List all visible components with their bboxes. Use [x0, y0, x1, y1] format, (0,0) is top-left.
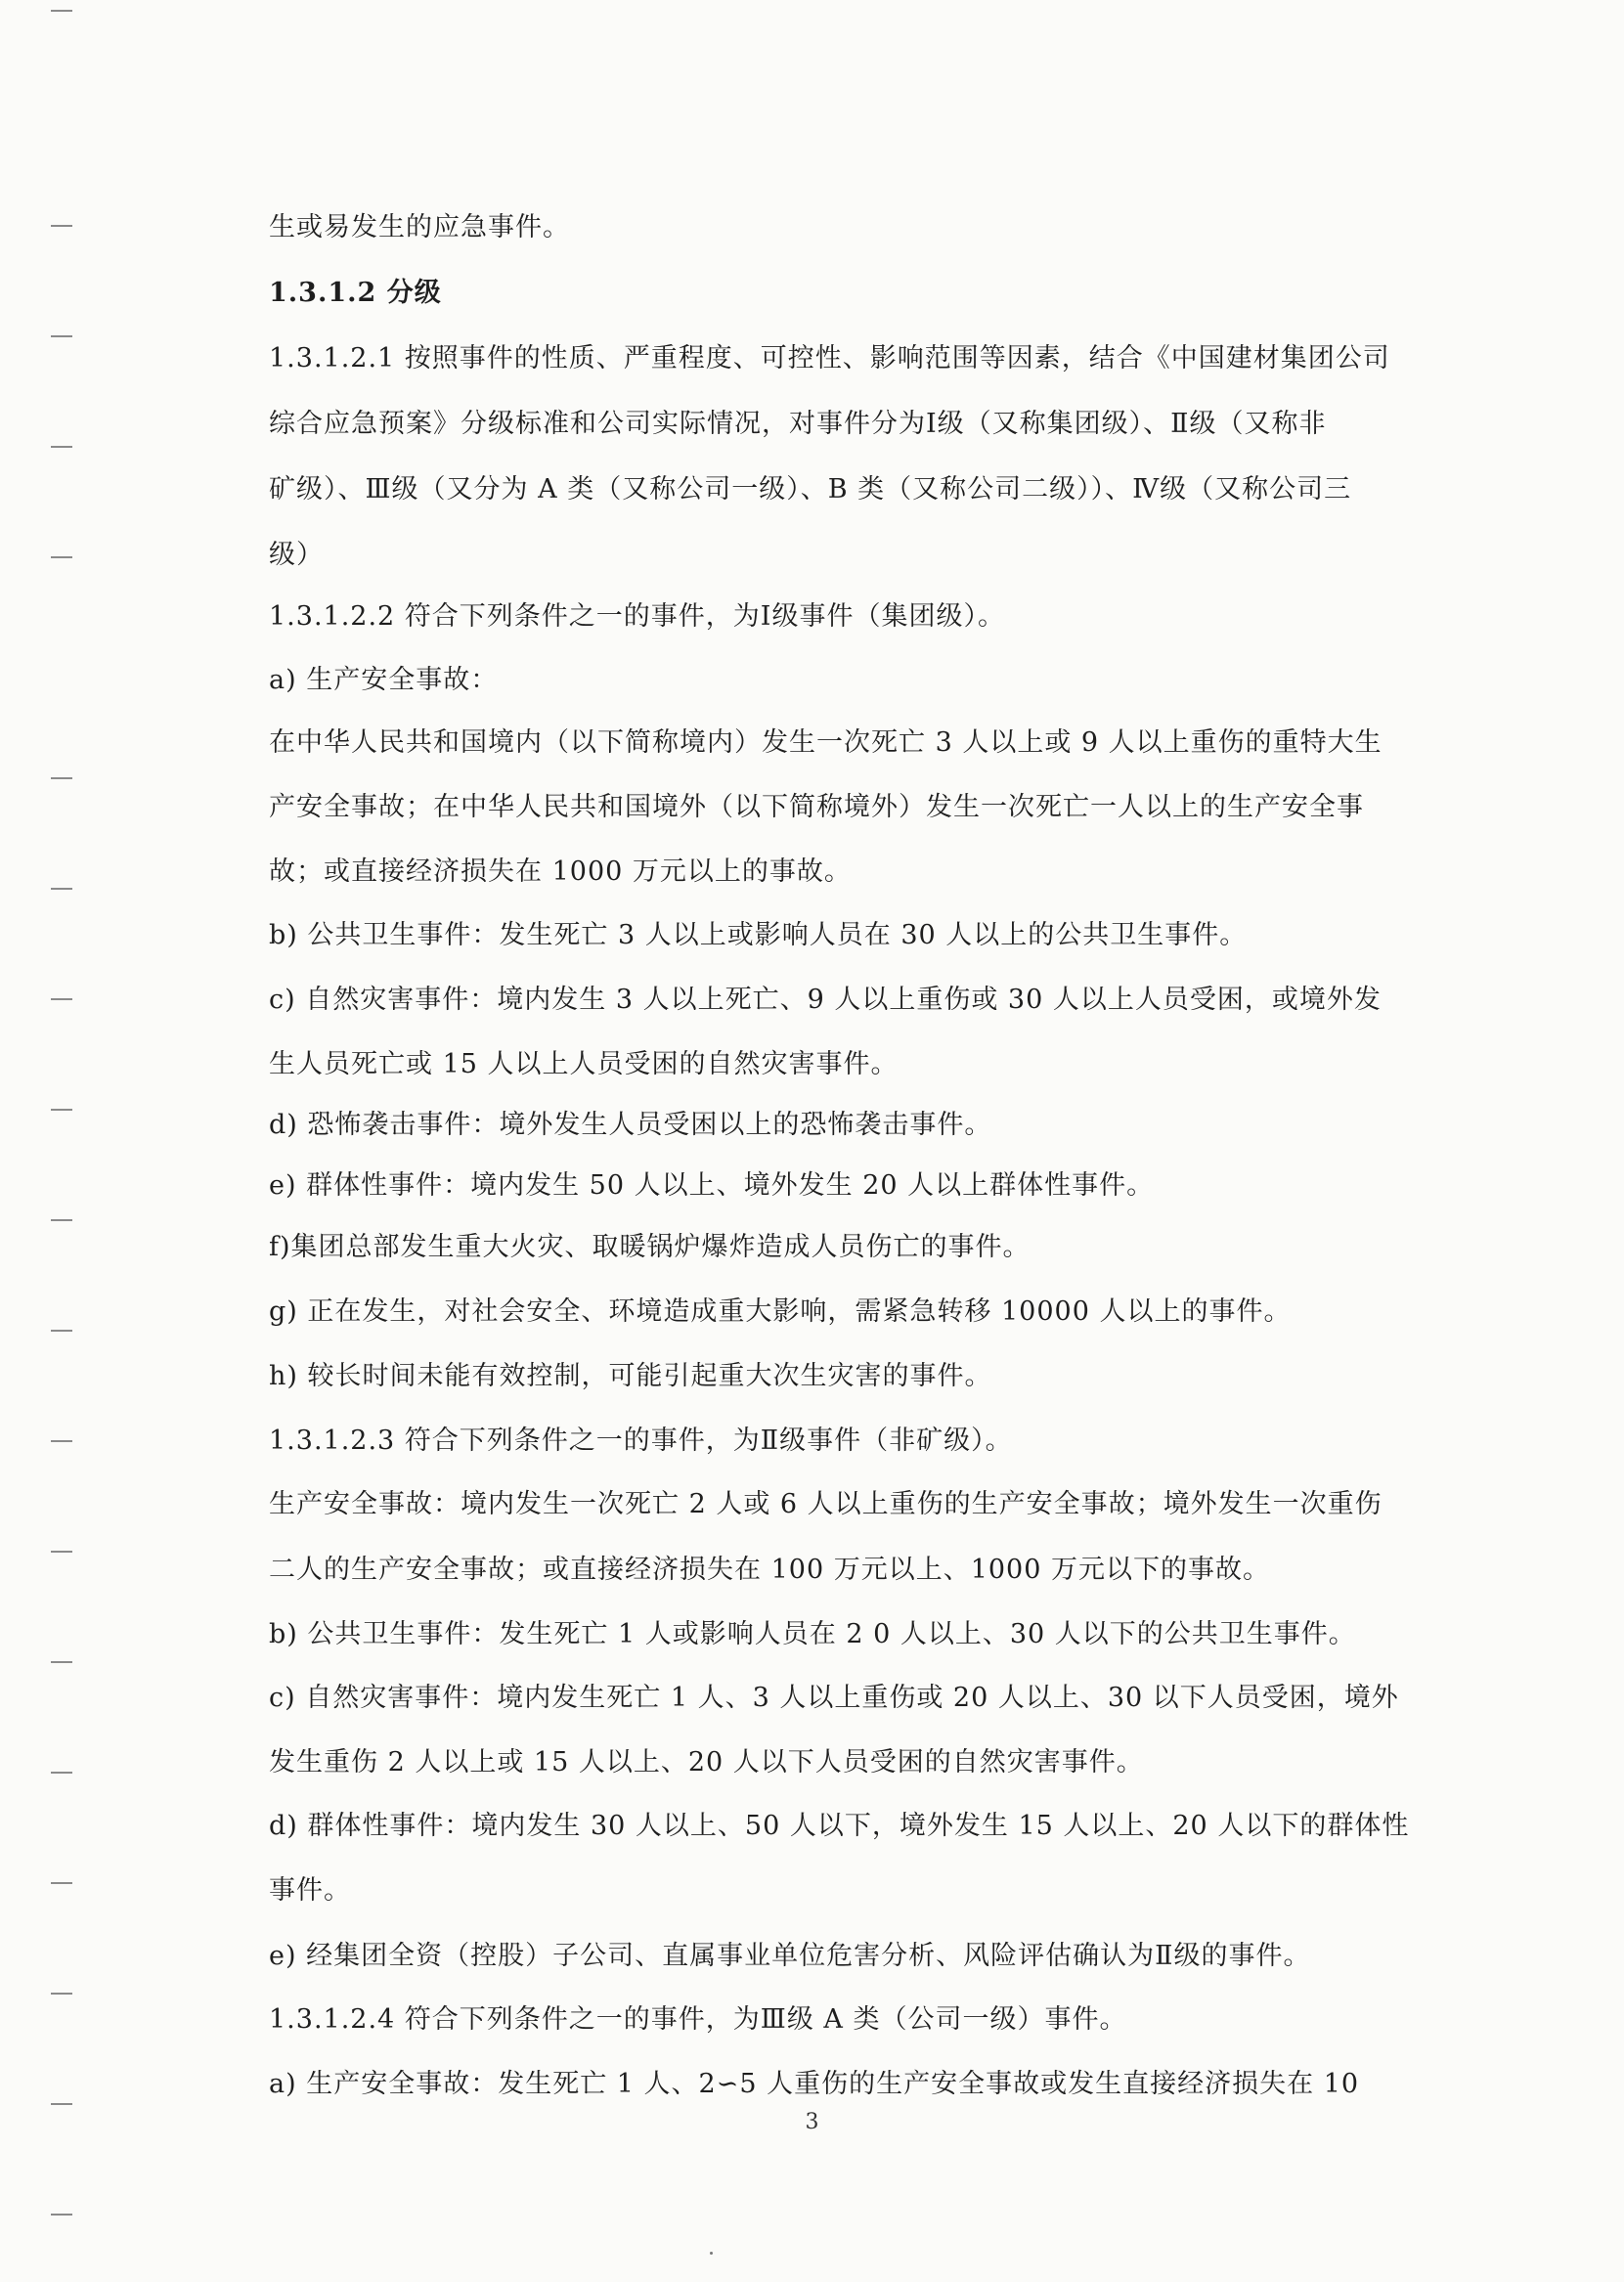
text-line: b) 公共卫生事件：发生死亡 1 人或影响人员在 2 0 人以上、30 人以下的公共卫生事件。 [269, 1619, 1356, 1649]
text-line: 矿级）、Ⅲ级（又分为 A 类（又称公司一级）、B 类（又称公司二级））、Ⅳ级（又称公司三 [269, 474, 1352, 505]
margin-mark [51, 888, 72, 890]
text-line: f)集团总部发生重大火灾、取暖锅炉爆炸造成人员伤亡的事件。 [269, 1232, 1031, 1262]
margin-mark [51, 1661, 72, 1663]
scan-speck [710, 2252, 713, 2255]
margin-mark [51, 777, 72, 779]
margin-mark [51, 1551, 72, 1553]
text-line: 二人的生产安全事故；或直接经济损失在 100 万元以上、1000 万元以下的事故。 [269, 1555, 1270, 1585]
margin-mark [51, 2214, 72, 2216]
text-line: g) 正在发生，对社会安全、环境造成重大影响，需紧急转移 10000 人以上的事件。 [269, 1296, 1292, 1327]
text-line: 级） [269, 540, 324, 570]
text-line: e) 经集团全资（控股）子公司、直属事业单位危害分析、风险评估确认为Ⅱ级的事件。 [269, 1941, 1311, 1971]
text-line: 故；或直接经济损失在 1000 万元以上的事故。 [269, 856, 852, 887]
text-line: 生或易发生的应急事件。 [269, 212, 570, 242]
text-line: 发生重伤 2 人以上或 15 人以上、20 人以下人员受困的自然灾害事件。 [269, 1747, 1144, 1777]
text-line: d) 恐怖袭击事件：境外发生人员受困以上的恐怖袭击事件。 [269, 1110, 992, 1140]
text-line: b) 公共卫生事件：发生死亡 3 人以上或影响人员在 30 人以上的公共卫生事件。 [269, 920, 1248, 950]
text-line: a) 生产安全事故： [269, 665, 499, 695]
text-line: 生人员死亡或 15 人以上人员受困的自然灾害事件。 [269, 1049, 899, 1079]
text-line: h) 较长时间未能有效控制，可能引起重大次生灾害的事件。 [269, 1361, 992, 1391]
text-line: 事件。 [269, 1875, 351, 1906]
section-heading: 1.3.1.2 分级 [269, 278, 442, 308]
margin-mark [51, 225, 72, 227]
text-line: 在中华人民共和国境内（以下简称境内）发生一次死亡 3 人以上或 9 人以上重伤的重特大生 [269, 727, 1383, 758]
page-number: 3 [805, 2110, 819, 2134]
text-line: c) 自然灾害事件：境内发生 3 人以上死亡、9 人以上重伤或 30 人以上人员受困，或境外发 [269, 985, 1382, 1015]
text-line: 生产安全事故：境内发生一次死亡 2 人或 6 人以上重伤的生产安全事故；境外发生一次重伤 [269, 1489, 1383, 1519]
margin-mark [51, 1109, 72, 1111]
text-line: d) 群体性事件：境内发生 30 人以上、50 人以下，境外发生 15 人以上、20 人以下的群体性 [269, 1811, 1410, 1841]
text-line: 1.3.1.2.1 按照事件的性质、严重程度、可控性、影响范围等因素，结合《中国建材集团公司 [269, 343, 1390, 373]
margin-mark [51, 1772, 72, 1774]
margin-mark [51, 1882, 72, 1884]
margin-mark [51, 998, 72, 1000]
margin-mark [51, 335, 72, 337]
text-line: 1.3.1.2.3 符合下列条件之一的事件，为Ⅱ级事件（非矿级）。 [269, 1426, 1013, 1456]
text-line: 综合应急预案》分级标准和公司实际情况，对事件分为Ⅰ级（又称集团级）、Ⅱ级（又称非 [269, 409, 1327, 439]
text-line: 1.3.1.2.4 符合下列条件之一的事件，为Ⅲ级 A 类（公司一级）事件。 [269, 2004, 1127, 2035]
text-line: 1.3.1.2.2 符合下列条件之一的事件，为Ⅰ级事件（集团级）。 [269, 601, 1005, 632]
margin-mark [51, 1219, 72, 1221]
margin-mark [51, 556, 72, 558]
text-line: 产安全事故；在中华人民共和国境外（以下简称境外）发生一次死亡一人以上的生产安全事 [269, 792, 1364, 822]
text-line: c) 自然灾害事件：境内发生死亡 1 人、3 人以上重伤或 20 人以上、30 以下人员受困，境外 [269, 1683, 1399, 1713]
margin-mark [51, 1993, 72, 1995]
margin-mark [51, 446, 72, 448]
margin-mark [51, 1440, 72, 1442]
margin-mark [51, 10, 72, 12]
text-line: a) 生产安全事故：发生死亡 1 人、2∽5 人重伤的生产安全事故或发生直接经济损失在 10 [269, 2069, 1360, 2099]
margin-mark [51, 2103, 72, 2105]
margin-mark [51, 1330, 72, 1332]
text-line: e) 群体性事件：境内发生 50 人以上、境外发生 20 人以上群体性事件。 [269, 1170, 1155, 1201]
